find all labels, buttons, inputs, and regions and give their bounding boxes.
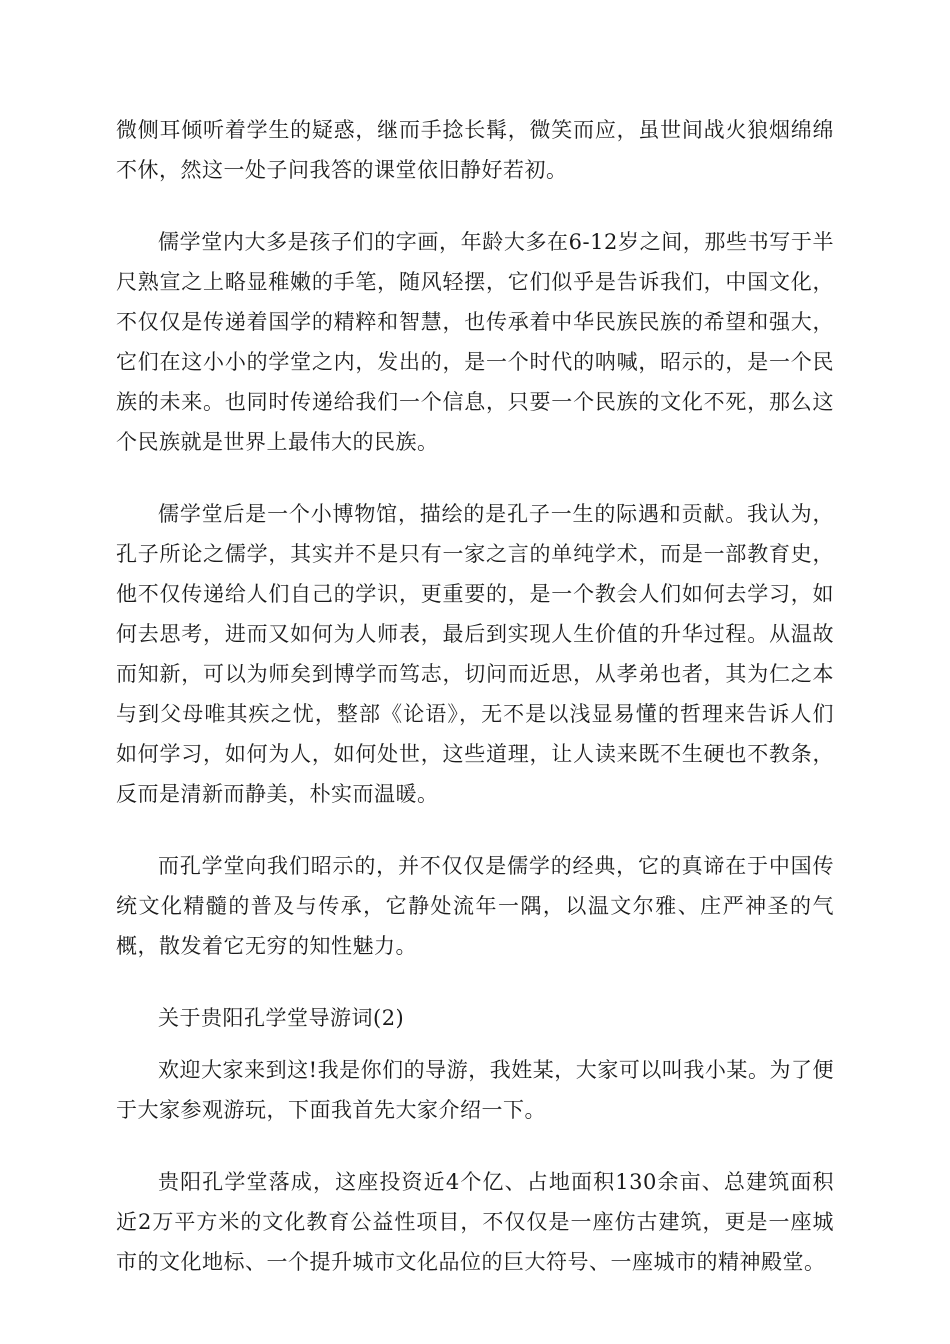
paragraph-5: 欢迎大家来到这!我是你们的导游，我姓某，大家可以叫我小某。为了便于大家参观游玩，下面我首先大家介绍一下。: [116, 1058, 834, 1122]
paragraph-1: 微侧耳倾听着学生的疑惑，继而手捻长髯，微笑而应，虽世间战火狼烟绵绵不休，然这一处子问我答的课堂依旧静好若初。: [116, 118, 834, 182]
paragraph-4: 而孔学堂向我们昭示的，并不仅仅是儒学的经典，它的真谛在于中国传统文化精髓的普及与传承，它静处流年一隅，以温文尔雅、庄严神圣的气概，散发着它无穷的知性魅力。: [116, 854, 834, 958]
paragraph-2: 儒学堂内大多是孩子们的字画，年龄大多在6-12岁之间，那些书写于半尺熟宣之上略显稚嫩的手笔，随风轻摆，它们似乎是告诉我们，中国文化，不仅仅是传递着国学的精粹和智慧，也传承着中华民族民族的希望和强大，它们在这小小的学堂之内，发出的，是一个时代的呐喊，昭示的，是一个民族的未来。也同时传递给我们一个信息，只要一个民族的文化不死，那么这个民族就是世界上最伟大的民族。: [116, 230, 834, 454]
section-heading: 关于贵阳孔学堂导游词(2): [158, 1006, 405, 1030]
paragraph-6: 贵阳孔学堂落成，这座投资近4个亿、占地面积130余亩、总建筑面积近2万平方米的文化教育公益性项目，不仅仅是一座仿古建筑，更是一座城市的文化地标、一个提升城市文化品位的巨大符号、一座城市的精神殿堂。: [116, 1170, 834, 1274]
document-body: [116, 110, 834, 1314]
paragraph-3: 儒学堂后是一个小博物馆，描绘的是孔子一生的际遇和贡献。我认为，孔子所论之儒学，其实并不是只有一家之言的单纯学术，而是一部教育史，他不仅传递给人们自己的学识，更重要的，是一个教会人们如何去学习，如何去思考，进而又如何为人师表，最后到实现人生价值的升华过程。从温故而知新，可以为师矣到博学而笃志，切问而近思，从孝弟也者，其为仁之本与到父母唯其疾之忧，整部《论语》，无不是以浅显易懂的哲理来告诉人们如何学习，如何为人，如何处世，这些道理，让人读来既不生硬也不教条，反而是清新而静美，朴实而温暖。: [116, 502, 834, 806]
